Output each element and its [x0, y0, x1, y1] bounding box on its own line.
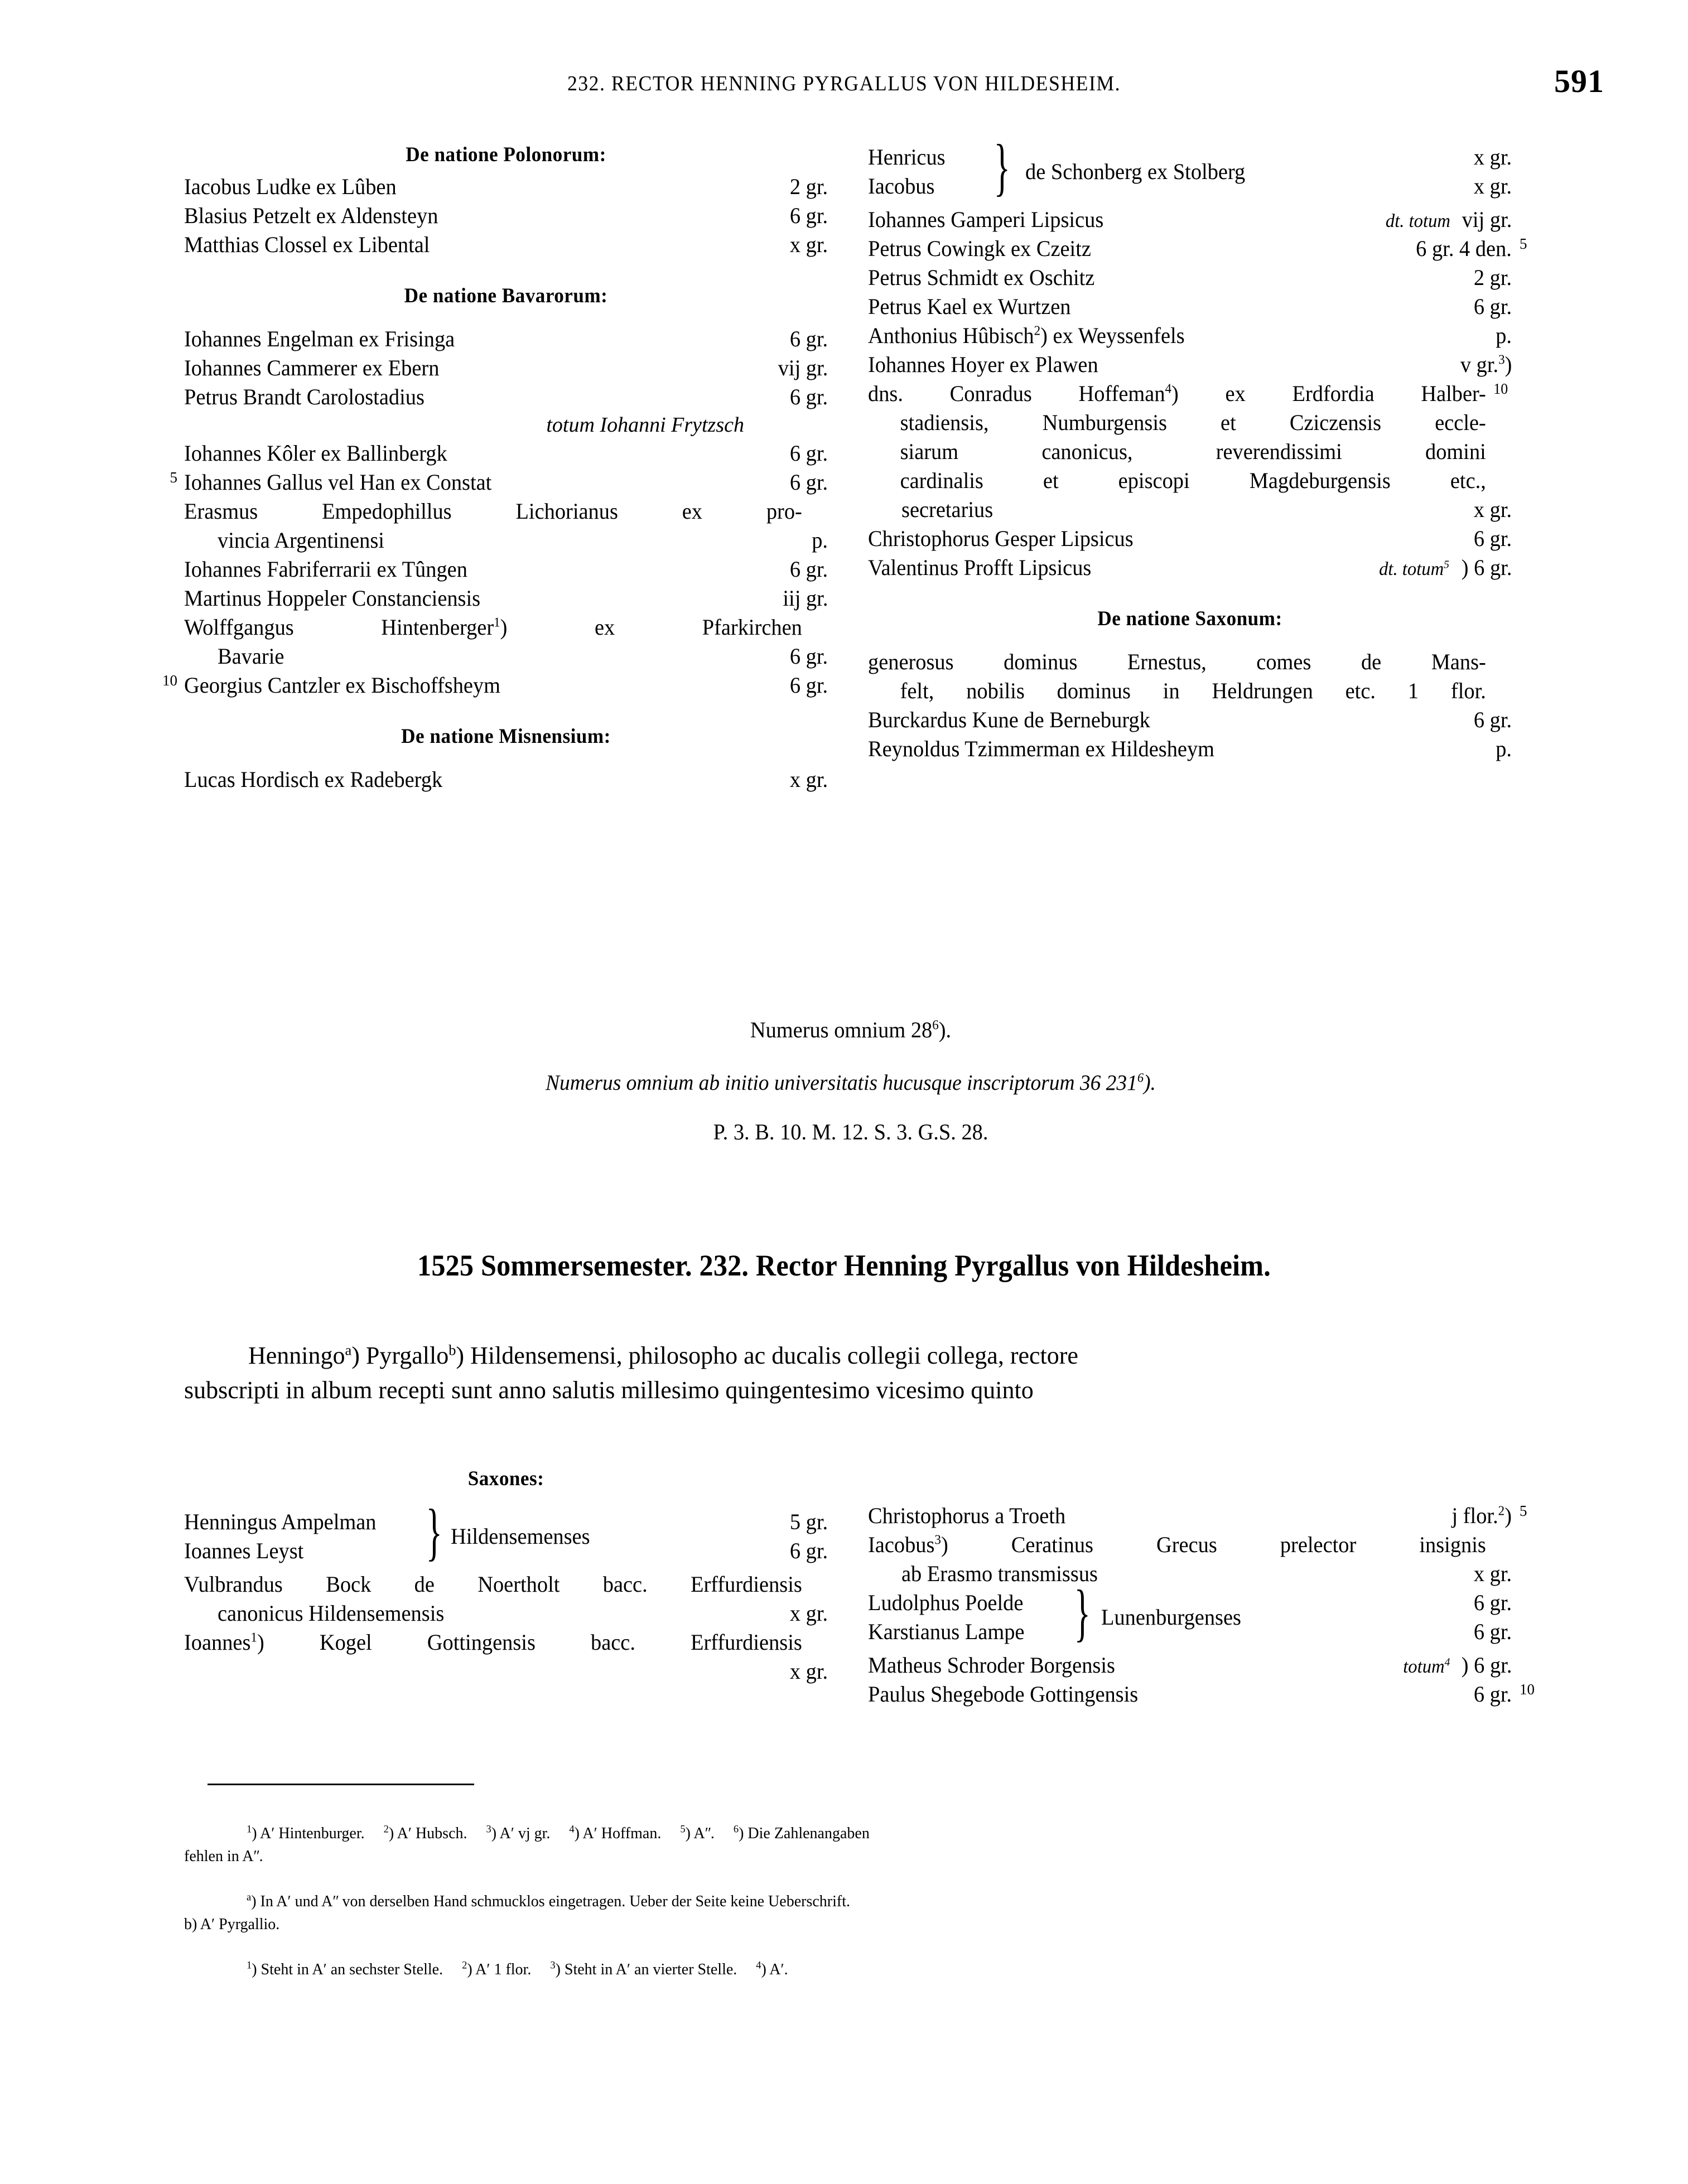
numerus-omnium-text: Numerus omnium 28: [750, 1017, 933, 1042]
entry-name: Iacobus: [868, 173, 935, 199]
entry-name: Ioannes Leyst: [184, 1538, 304, 1563]
footnote-marker: 2: [1498, 1504, 1505, 1519]
entry-fee: x gr.: [789, 1601, 828, 1626]
numerus-ab-initio-tail: ).: [1144, 1071, 1156, 1095]
entry-fee: 6 gr.: [1473, 1590, 1512, 1615]
running-head-title: 232. RECTOR HENNING PYRGALLUS VON HILDESHEIM.: [567, 72, 1121, 95]
footnote-text: ) Aʹ Hoffman.: [574, 1825, 662, 1842]
entry-row: [868, 263, 1512, 292]
line-number: 10: [162, 672, 177, 689]
entry-fee: 6 gr.: [1473, 1619, 1512, 1644]
entry-fee: 6 gr.: [789, 1538, 828, 1563]
entry-name-part-2: ) Ceratinus Grecus prelector insignis: [941, 1532, 1486, 1557]
footnote-text: ) Aʹ 1 flor.: [467, 1961, 532, 1978]
entry-fee: 5 gr.: [789, 1509, 828, 1534]
entry-name: Iohannes Hoyer ex Plawen: [868, 352, 1098, 377]
entry-fee-prefix-text: dt. totum: [1379, 559, 1444, 579]
entry-fee: vij gr.: [1462, 207, 1512, 232]
line-number: 5: [1520, 235, 1527, 252]
footnote-rule: [208, 1784, 474, 1785]
brace-group-label: de Schonberg ex Stolberg: [1025, 159, 1246, 184]
entry-fee: 6 gr.: [789, 203, 828, 228]
footnote-marker: 4: [756, 1959, 761, 1971]
entry-name: Iohannes Engelman ex Frisinga: [184, 326, 455, 351]
entry-wrapped-line-2: [184, 1599, 828, 1628]
entry-fee: 6 gr.: [789, 326, 828, 351]
entry-wrapped-line-1: [184, 613, 802, 642]
numerus-ab-initio-text: Numerus omnium ab initio universitatis hucusque inscriptorum 36 231: [546, 1071, 1137, 1095]
footnote-marker: 1: [250, 1630, 257, 1645]
entry-row: [184, 325, 828, 354]
long-entry-line-1: [868, 379, 1508, 408]
footnote-marker: 6: [932, 1018, 939, 1033]
entry-row: [868, 292, 1512, 321]
footnote-marker: 3: [934, 1533, 941, 1548]
page-number: 591: [1554, 63, 1604, 99]
footnote-marker: b: [448, 1341, 456, 1359]
entry-wrapped-line-1: [184, 1628, 802, 1657]
entry-name: Georgius Cantzler ex Bischoffsheym: [184, 673, 500, 698]
entry-row: [184, 584, 828, 613]
entry-name: Blasius Petzelt ex Aldensteyn: [184, 203, 438, 228]
numerus-omnium-tail: ).: [938, 1017, 952, 1042]
footnote-text: ) Aʹ vj gr.: [491, 1825, 551, 1842]
footnote-marker: 2: [383, 1823, 389, 1835]
entry-name: Martinus Hoppeler Constanciensis: [184, 586, 481, 611]
entry-name: Petrus Kael ex Wurtzen: [868, 294, 1071, 319]
entry-fee: 6 gr.: [1473, 294, 1512, 319]
footnote-group-1: [184, 1823, 1517, 1868]
entry-fee: x gr.: [1473, 173, 1512, 199]
entry-fee-part: j flor.: [1451, 1503, 1498, 1528]
entry-row: [868, 1651, 1512, 1680]
entry-note-totum: totum Iohanni Frytzsch: [546, 413, 744, 437]
footnote-text: ) Steht in Aʹ an vierter Stelle.: [555, 1961, 737, 1978]
entry-row: [868, 1501, 1527, 1530]
footnote-marker: a: [345, 1341, 352, 1359]
footnote-line: [184, 1959, 1517, 1982]
footnote-marker: 5: [1444, 558, 1450, 571]
brace-group-schonberg: [868, 132, 1512, 205]
entry-fee: 6 gr. 4 den.: [1416, 236, 1512, 261]
entry-fee: 2 gr.: [789, 174, 828, 199]
entry-name: Christophorus Gesper Lipsicus: [868, 526, 1134, 551]
section-heading-saxones: Saxones:: [467, 1467, 544, 1490]
entry-fee: p.: [1496, 736, 1512, 761]
entry-name: Matheus Schroder Borgensis: [868, 1653, 1115, 1678]
footnote-marker: 6: [1137, 1071, 1144, 1085]
entry-fee: x gr.: [1473, 1561, 1512, 1586]
footnote-marker: 3: [1498, 352, 1505, 368]
entry-name: Henricus: [868, 144, 946, 170]
entry-name: Iohannes Gamperi Lipsicus: [868, 207, 1104, 232]
section-heading-polonorum: De natione Polonorum:: [406, 143, 606, 166]
footnote-marker: 2: [1034, 323, 1041, 339]
entry-fee: x gr.: [789, 1659, 828, 1684]
footnote-marker: 1: [494, 616, 500, 631]
footnote-text: ) Aʹ.: [761, 1961, 788, 1978]
entry-name-cont: secretarius: [901, 497, 993, 522]
line-number: 10: [1493, 380, 1508, 397]
intro-paragraph: [184, 1339, 1517, 1407]
entry-row: [868, 524, 1512, 553]
footnote-marker: 5: [680, 1823, 686, 1835]
footnote-group-2: [184, 1891, 1517, 1936]
entry-fee: 6 gr.: [1473, 526, 1512, 551]
section-heading-saxonum: De natione Saxonum:: [1097, 607, 1282, 630]
entry-name: Iohannes Fabriferrarii ex Tûngen: [184, 557, 467, 582]
entry-name: Iohannes Cammerer ex Ebern: [184, 355, 440, 380]
entry-fee-part-2: ): [1504, 352, 1512, 377]
entry-name: Petrus Schmidt ex Oschitz: [868, 265, 1095, 290]
entry-wrapped-line-1: [868, 1530, 1486, 1559]
entry-fee: ) 6 gr.: [1461, 555, 1512, 580]
entry-fee: 2 gr.: [1473, 265, 1512, 290]
footnote-text: ) Steht in Aʹ an sechster Stelle.: [252, 1961, 443, 1978]
entry-row: [868, 553, 1512, 582]
saxonum-wrapped-line-2: felt, nobilis dominus in Heldrungen etc. 1 flor.: [900, 678, 1486, 703]
brace-icon: }: [1074, 1578, 1091, 1648]
entry-wrapped-line-2: [868, 1559, 1512, 1588]
footnote-marker: 6: [733, 1823, 739, 1835]
entry-name: Petrus Cowingk ex Czeitz: [868, 236, 1091, 261]
entry-row: [184, 354, 828, 383]
entry-name: Petrus Brandt Carolostadius: [184, 384, 425, 409]
entry-name-part: Anthonius Hûbisch: [868, 323, 1034, 348]
entry-name: Iohannes Gallus vel Han ex Constat: [184, 470, 492, 495]
entry-row: [868, 735, 1512, 764]
brace-group-label: Lunenburgenses: [1101, 1605, 1241, 1630]
entry-name: Lucas Hordisch ex Radebergk: [184, 767, 443, 793]
entry-name: Karstianus Lampe: [868, 1619, 1025, 1644]
entry-name: Paulus Shegebode Gottingensis: [868, 1682, 1139, 1707]
entry-fee-part: v gr.: [1460, 352, 1498, 377]
footnote-marker: 1: [247, 1959, 252, 1971]
entry-name-part: dns. Conradus Hoffeman: [868, 381, 1165, 406]
brace-icon: }: [993, 132, 1010, 202]
entry-row: [868, 205, 1512, 234]
section-heading-misnensium: De natione Misnensium:: [401, 725, 611, 748]
entry-name: Henningus Ampelman: [184, 1509, 377, 1534]
footnote-continuation: fehlen in Aʺ.: [184, 1847, 263, 1865]
entry-name-part-2: ) ex Weyssenfels: [1040, 323, 1185, 348]
entry-fee: 6 gr.: [789, 673, 828, 698]
entry-fee: x gr.: [789, 767, 828, 793]
entry-name-part: Ioannes: [184, 1630, 251, 1655]
line-number: 5: [170, 469, 177, 486]
footnote-marker: 2: [462, 1959, 467, 1971]
entry-name-cont: vincia Argentinensi: [218, 528, 384, 553]
intro-part-a: Henningo: [248, 1342, 345, 1369]
entry-fee: 6 gr.: [789, 384, 828, 409]
entry-wrapped-line-1: Vulbrandus Bock de Noertholt bacc. Erffurdiensis: [184, 1572, 802, 1597]
long-entry-line-4: cardinalis et episcopi Magdeburgensis etc.,: [900, 468, 1486, 493]
entry-fee: 6 gr.: [789, 557, 828, 582]
entry-name: [868, 321, 1185, 350]
entry-name-part-2: ) ex Pfarkirchen: [500, 615, 802, 640]
footnote-text: ) Aʹ Hintenburger.: [252, 1825, 365, 1842]
entry-row: [868, 1680, 1535, 1709]
entry-row: [184, 230, 828, 259]
numerus-ab-initio: [211, 1069, 1491, 1098]
footnote-text: ) Die Zahlenangaben: [739, 1825, 870, 1842]
entry-row: [162, 671, 828, 700]
entry-fee: iij gr.: [782, 586, 828, 611]
entry-name: Iohannes Kôler ex Ballinbergk: [184, 441, 447, 466]
intro-line-2: subscripti in album recepti sunt anno salutis millesimo quingentesimo vicesimo quinto: [184, 1376, 1034, 1404]
entry-fee-prefix: [1389, 1655, 1450, 1679]
entry-row: [184, 765, 828, 794]
footnote-marker: 4: [1444, 1656, 1450, 1669]
entry-fee: p.: [1496, 323, 1512, 348]
entry-name-cont: Bavarie: [218, 644, 284, 669]
long-entry-line-2: stadiensis, Numburgensis et Cziczensis eccle-: [900, 410, 1486, 435]
entry-row: [184, 201, 828, 230]
entry-fee-prefix: dt. totum: [1385, 211, 1450, 231]
long-entry-line-5: [868, 495, 1512, 524]
brace-group-label: Hildensemenses: [451, 1524, 590, 1549]
entry-name: Christophorus a Troeth: [868, 1503, 1066, 1528]
footnote-marker: 4: [569, 1823, 575, 1835]
entry-row: [184, 439, 828, 468]
long-entry-line-3: siarum canonicus, reverendissimi domini: [900, 439, 1486, 464]
entry-wrapped-line-1: Erasmus Empedophillus Lichorianus ex pro-: [184, 499, 802, 524]
entry-wrapped-line-2: [184, 1657, 828, 1686]
entry-fee: vij gr.: [778, 355, 828, 380]
entry-fee: x gr.: [1473, 144, 1512, 170]
line-number: 5: [1520, 1502, 1527, 1519]
entry-row: [184, 555, 828, 584]
line-number: 10: [1520, 1681, 1535, 1698]
upper-left-column: [162, 143, 828, 794]
lower-right-column: [868, 1467, 1535, 1709]
brace-group-hildensemenses: [184, 1497, 828, 1570]
lower-columns: [184, 1467, 1535, 1709]
section-heading-bavarorum: De natione Bavarorum:: [404, 284, 608, 307]
entry-name: Ludolphus Poelde: [868, 1590, 1024, 1615]
entry-name-part: Iacobus: [868, 1532, 935, 1557]
entry-row: [868, 321, 1512, 350]
entry-fee: 6 gr.: [1473, 1682, 1512, 1707]
brace-icon: }: [426, 1497, 442, 1567]
upper-columns: [162, 132, 1527, 794]
entry-name: Burckardus Kune de Berneburgk: [868, 707, 1150, 732]
entry-fee: ) 6 gr.: [1461, 1653, 1512, 1678]
footnote-marker: 1: [247, 1823, 252, 1835]
entry-row: [868, 234, 1527, 263]
entry-row: [868, 706, 1512, 735]
entry-name-part: Wolffgangus Hintenberger: [184, 615, 494, 640]
entry-name-cont: ab Erasmo transmissus: [901, 1561, 1098, 1586]
saxonum-wrapped-line-1: generosus dominus Ernestus, comes de Mans-: [868, 649, 1486, 674]
entry-wrapped-line-2: [184, 526, 828, 555]
entry-fee: p.: [812, 528, 828, 553]
entry-name: Matthias Clossel ex Libental: [184, 232, 430, 257]
brace-group-lunenburgenses: [868, 1578, 1512, 1651]
entry-fee-part-2: ): [1504, 1503, 1512, 1528]
entry-fee-prefix-text: totum: [1403, 1656, 1445, 1677]
entry-fee: 6 gr.: [789, 470, 828, 495]
totals-breakdown: P. 3. B. 10. M. 12. S. 3. G.S. 28.: [713, 1119, 988, 1144]
intro-part-b: ) Pyrgallo: [351, 1342, 449, 1369]
entry-name-part-2: ) Kogel Gottingensis bacc. Erffurdiensis: [257, 1630, 802, 1655]
entry-row: [184, 172, 828, 201]
footnote-text: ) In Aʹ und Aʺ von derselben Hand schmucklos eingetragen. Ueber der Seite keine Ueberschrift.: [251, 1893, 850, 1910]
totals-block: [184, 1015, 1517, 1147]
entry-name: Reynoldus Tzimmerman ex Hildesheym: [868, 736, 1215, 761]
entry-name-part-2: ) ex Erdfordia Halber-: [1171, 381, 1486, 406]
intro-part-c: ) Hildensemensi, philosopho ac ducalis collegii collega, rectore: [456, 1342, 1078, 1369]
footnote-text: ) Aʹ Hubsch.: [388, 1825, 467, 1842]
footnote-group-3: [184, 1959, 1517, 1982]
entry-fee: x gr.: [1473, 497, 1512, 522]
entry-row: [170, 468, 828, 497]
entry-row: [868, 350, 1512, 379]
footnote-marker: 4: [1165, 381, 1172, 397]
numerus-omnium: [211, 1015, 1491, 1045]
entry-fee: [1444, 350, 1512, 379]
lower-right-spacer: [868, 1467, 1512, 1501]
lower-left-column: [184, 1467, 828, 1709]
footnote-line: [184, 1891, 1517, 1914]
running-head: [0, 63, 1688, 105]
footnote-marker: 3: [486, 1823, 491, 1835]
entry-row: [184, 383, 828, 412]
entry-fee-prefix: [1366, 557, 1450, 582]
footnote-marker: 3: [550, 1959, 556, 1971]
upper-right-column: [868, 132, 1527, 794]
intro-line-1: [184, 1339, 1517, 1373]
entry-fee: 6 gr.: [789, 644, 828, 669]
footnote-continuation: b) Aʹ Pyrgallio.: [184, 1915, 280, 1933]
entry-fee: x gr.: [789, 232, 828, 257]
section-title: 1525 Sommersemester. 232. Rector Henning Pyrgallus von Hildesheim.: [417, 1249, 1271, 1282]
footnote-text: ) Aʺ.: [685, 1825, 715, 1842]
footnote-line: [184, 1823, 1517, 1845]
entry-wrapped-line-2: [184, 642, 828, 671]
footnote-marker: a: [247, 1891, 252, 1903]
entry-name-cont: canonicus Hildensemensis: [218, 1601, 445, 1626]
entry-fee: 6 gr.: [789, 441, 828, 466]
entry-fee: 6 gr.: [1473, 707, 1512, 732]
entry-fee: [1436, 1501, 1512, 1530]
entry-name: Iacobus Ludke ex Lûben: [184, 174, 397, 199]
entry-name: Valentinus Profft Lipsicus: [868, 555, 1092, 580]
